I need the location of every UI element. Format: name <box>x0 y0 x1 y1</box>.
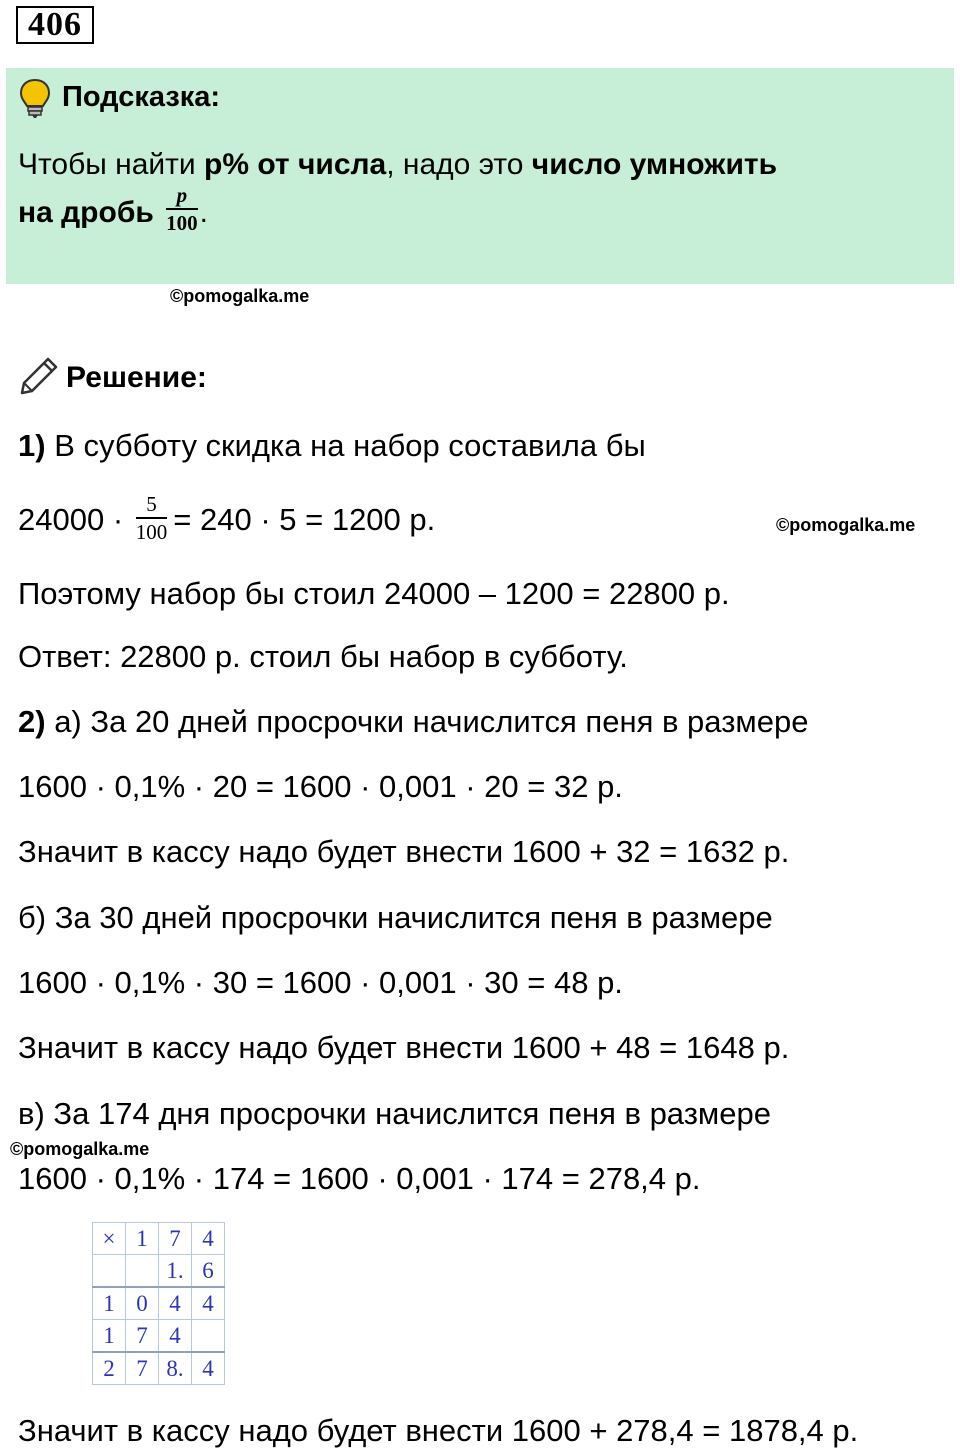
part2-label: 2) <box>18 704 46 739</box>
solution-part1-intro <box>18 426 646 466</box>
watermark: ©pomogalka.me <box>170 286 310 306</box>
grid-cell: 4 <box>159 1320 192 1353</box>
grid-row <box>93 1255 225 1288</box>
grid-cell <box>93 1255 126 1288</box>
grid-cell: 1 <box>93 1320 126 1353</box>
calc-2v: 1600 · 0,1% · 174 = 1600 · 0,001 · 174 = 278,4 р. <box>18 1161 701 1196</box>
task-number: 406 <box>16 6 94 44</box>
grid-cell <box>126 1255 159 1288</box>
hint-text-a: Чтобы найти <box>18 148 205 181</box>
watermark: ©pomogalka.me <box>776 515 916 535</box>
grid-cell: 2 <box>93 1352 126 1385</box>
hint-text-e: на дробь <box>18 196 163 229</box>
calc1-fraction <box>136 494 168 543</box>
grid-row <box>93 1223 225 1255</box>
grid-cell: 4 <box>192 1352 225 1385</box>
calc1-denominator: 100 <box>135 520 168 545</box>
pay-2b: Значит в кассу надо будет внести 1600 + 48 = 1648 р. <box>18 1030 790 1065</box>
grid-cell: 4 <box>192 1287 225 1320</box>
grid-cell <box>192 1320 225 1353</box>
lightbulb-icon <box>18 78 52 118</box>
grid-cell: 4 <box>192 1223 225 1255</box>
grid-cell: 1. <box>159 1255 192 1288</box>
grid-cell: 0 <box>126 1287 159 1320</box>
text-2b: б) За 30 дней просрочки начислится пеня в размере <box>18 900 773 935</box>
solution-part2-intro <box>18 702 808 742</box>
hint-rule-line1 <box>18 145 777 185</box>
pencil-icon <box>18 355 60 397</box>
grid-cell: 1 <box>93 1287 126 1320</box>
part1-label: 1) <box>18 428 46 463</box>
pay-2v: Значит в кассу надо будет внести 1600 + 278,4 = 1878,4 р. <box>18 1413 859 1448</box>
grid-cell: 7 <box>159 1223 192 1255</box>
calc-2b: 1600 · 0,1% · 30 = 1600 · 0,001 · 30 = 48 р. <box>18 965 623 1000</box>
grid-cell: 7 <box>126 1320 159 1353</box>
grid-cell: × <box>93 1223 126 1255</box>
calc-2a: 1600 · 0,1% · 20 = 1600 · 0,001 · 20 = 32 р. <box>18 769 623 804</box>
hint-text-d: число умножить <box>531 148 778 181</box>
hint-text-b: p% от числа <box>204 148 387 181</box>
answer-part1: Ответ: 22800 р. стоил бы набор в субботу. <box>18 639 628 674</box>
calc1-numerator: 5 <box>136 494 168 519</box>
part2-text: а) За 20 дней просрочки начислится пеня в размере <box>45 704 809 739</box>
part1-text: В субботу скидка на набор составила бы <box>45 428 646 463</box>
solution-title: Решение: <box>66 361 207 394</box>
grid-row <box>93 1352 225 1385</box>
calc-discount <box>18 492 436 545</box>
grid-cell: 8. <box>159 1352 192 1385</box>
calc1-left: 24000 · <box>18 502 132 537</box>
pay-2a: Значит в кассу надо будет внести 1600 + 32 = 1632 р. <box>18 834 790 869</box>
grid-cell: 1 <box>126 1223 159 1255</box>
grid-row <box>93 1320 225 1353</box>
grid-cell: 7 <box>126 1352 159 1385</box>
grid-cell: 4 <box>159 1287 192 1320</box>
hint-fraction-denominator: 100 <box>166 210 198 235</box>
hint-text-c: , надо это <box>386 148 532 181</box>
multiplication-grid <box>92 1222 225 1385</box>
hint-fraction-numerator: p <box>166 185 198 210</box>
grid-row <box>93 1287 225 1320</box>
text-2v: в) За 174 дня просрочки начислится пеня в размере <box>18 1096 771 1131</box>
hint-rule-line2 <box>18 182 208 235</box>
line-price: Поэтому набор бы стоил 24000 – 1200 = 22800 р. <box>18 576 730 611</box>
hint-text-end: . <box>199 196 208 229</box>
watermark: ©pomogalka.me <box>10 1139 150 1159</box>
grid-cell: 6 <box>192 1255 225 1288</box>
calc1-right: = 240 · 5 = 1200 р. <box>173 502 436 537</box>
hint-fraction <box>166 182 198 235</box>
hint-title: Подсказка: <box>62 81 221 113</box>
